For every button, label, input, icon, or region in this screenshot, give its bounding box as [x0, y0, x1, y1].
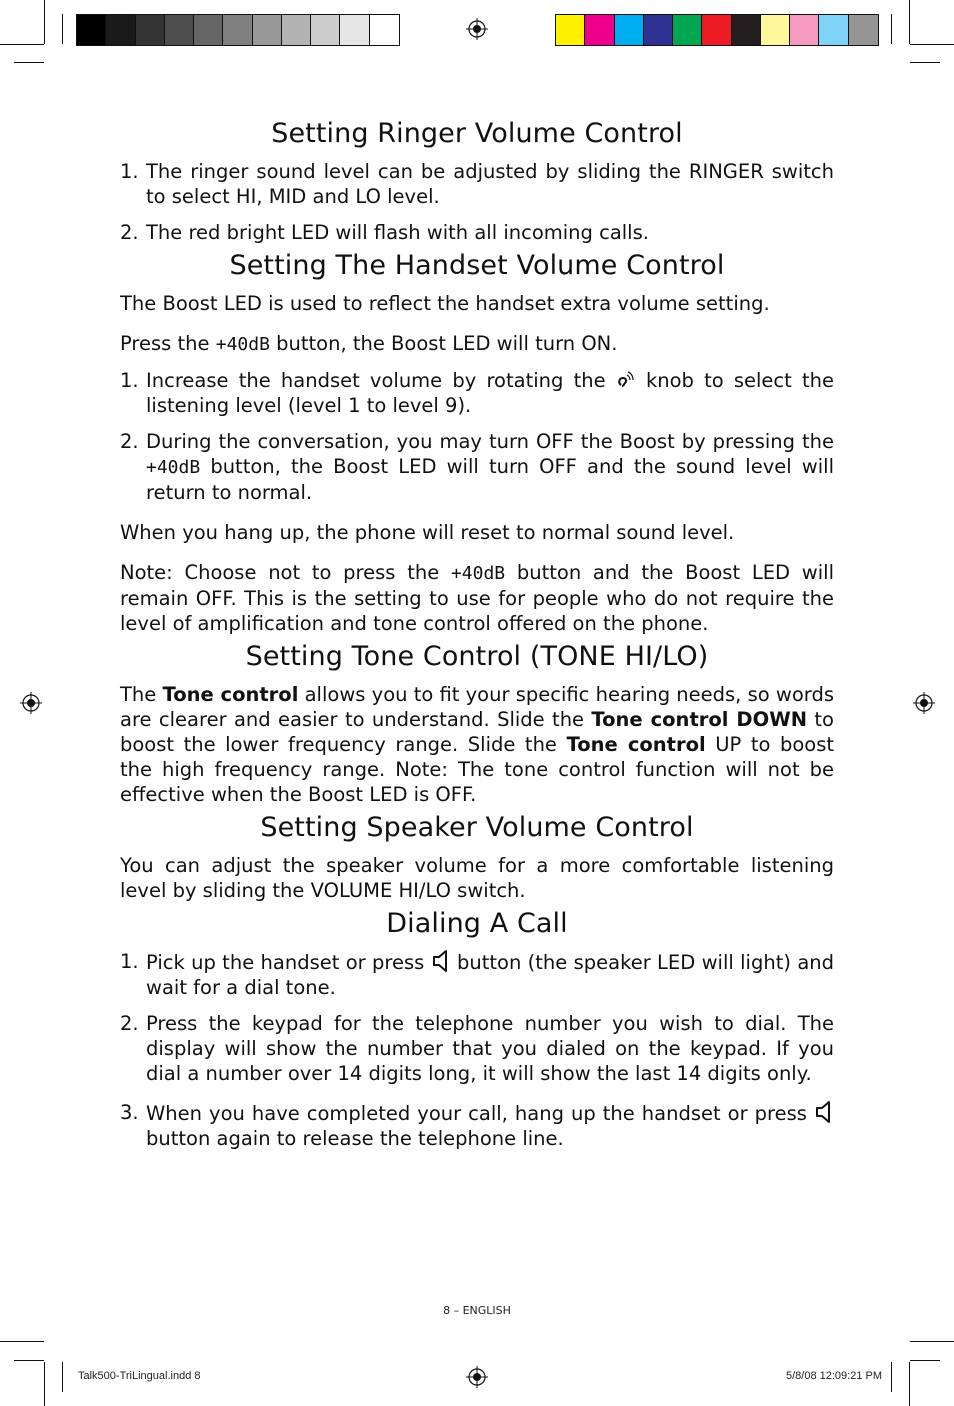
text-run: button, the Boost LED will turn OFF and the sound level will return to normal. [146, 455, 834, 504]
handset-step-1 [120, 368, 834, 418]
text-run: UP to boost the high frequency range. Note: The tone control function will not be effective when the Boost LED is OFF. [120, 733, 834, 806]
color-swatch [615, 15, 644, 45]
tone-section-title: Setting Tone Control (TONE HI/LO) [245, 641, 709, 672]
step-text: The red bright LED will flash with all incoming calls. [146, 221, 649, 244]
color-swatch [585, 15, 614, 45]
handset-section-title: Setting The Handset Volume Control [229, 250, 725, 281]
color-swatch [673, 15, 702, 45]
indd-file-slug: Talk500-TriLingual.indd 8 [78, 1370, 201, 1382]
print-timestamp: 5/8/08 12:09:21 PM [785, 1370, 882, 1382]
speaker-section-title: Setting Speaker Volume Control [260, 812, 694, 843]
color-swatch [106, 15, 135, 45]
text-run: button and the Boost LED will remain OFF. This is the setting to use for people who do not require the level of amplification and tone control offered on the phone. [120, 561, 834, 635]
color-swatch [77, 15, 106, 45]
boost-note [120, 560, 834, 636]
dialing-step-1 [120, 949, 834, 1000]
step-number: 2. [120, 1012, 139, 1035]
color-swatch [370, 15, 399, 45]
ringer-step-1 [120, 159, 834, 209]
step-number: 1. [120, 160, 139, 183]
step-number: 3. [120, 1101, 139, 1124]
tone-control-term: Tone control [566, 733, 706, 756]
step-number: 2. [120, 221, 139, 244]
tone-control-term: Tone control [162, 683, 299, 706]
text-run: Press the [120, 332, 216, 355]
dialing-section-title: Dialing A Call [386, 908, 568, 939]
process-color-bar [555, 14, 879, 46]
step-number: 1. [120, 950, 139, 973]
registration-mark-icon [20, 692, 42, 714]
dialing-step-2 [120, 1011, 834, 1086]
text-run: knob to select the listening level (level 1 to level 9). [146, 369, 834, 417]
handset-step-2 [120, 429, 834, 505]
color-swatch [165, 15, 194, 45]
color-swatch [702, 15, 731, 45]
tone-control-down-term: Tone control DOWN [591, 708, 808, 731]
text-run: Increase the handset volume by rotating the [146, 369, 616, 392]
boost-button-label: +40dB [215, 334, 270, 355]
step-text: The ringer sound level can be adjusted by sliding the RINGER switch to select HI, MID and LO level. [146, 160, 834, 208]
manual-content [120, 116, 834, 1151]
color-swatch [340, 15, 369, 45]
color-swatch [644, 15, 673, 45]
grayscale-color-bar [76, 14, 400, 46]
boost-button-label: +40dB [450, 563, 506, 584]
registration-mark-icon [466, 1366, 488, 1388]
text-run: allows you to fit your specific hearing needs, so words are clearer and easier to understand. Slide the [120, 683, 834, 731]
color-swatch [556, 15, 585, 45]
speaker-volume-description: You can adjust the speaker volume for a more comfortable listening level by sliding the VOLUME HI/LO switch. [120, 854, 834, 902]
text-run: Note: Choose not to press the [120, 561, 451, 584]
ringer-step-2 [120, 220, 834, 245]
hang-up-reset-text: When you hang up, the phone will reset to normal sound level. [120, 521, 735, 544]
color-swatch [282, 15, 311, 45]
registration-mark-icon [913, 692, 935, 714]
step-number: 2. [120, 430, 139, 453]
color-swatch [761, 15, 790, 45]
text-run: button (the speaker LED will light) and wait for a dial tone. [146, 951, 834, 999]
text-run: When you have completed your call, hang up the handset or press [146, 1102, 814, 1125]
color-swatch [223, 15, 252, 45]
boost-press-instruction [120, 331, 834, 357]
text-run: to boost the lower frequency range. Slide the [120, 708, 834, 756]
color-swatch [790, 15, 819, 45]
color-swatch [136, 15, 165, 45]
registration-mark-icon [466, 18, 488, 40]
page-number-footer: 8 – ENGLISH [443, 1304, 511, 1317]
text-run: button again to release the telephone line. [146, 1127, 564, 1150]
text-run: The [120, 683, 163, 706]
color-swatch [732, 15, 761, 45]
tone-control-description [120, 682, 834, 807]
color-swatch [311, 15, 340, 45]
step-number: 1. [120, 369, 139, 392]
speakerphone-icon [431, 949, 451, 973]
text-run: During the conversation, you may turn OFF the Boost by pressing the [146, 430, 834, 453]
color-swatch [849, 15, 878, 45]
ringer-section-title: Setting Ringer Volume Control [271, 118, 683, 149]
color-swatch [194, 15, 223, 45]
dialing-step-3 [120, 1100, 834, 1151]
step-text: Press the keypad for the telephone number you wish to dial. The display will show the number that you dialed on the keypad. If you dial a number over 14 digits long, it will show the last 14 digits only. [146, 1012, 834, 1085]
boost-led-description: The Boost LED is used to reflect the handset extra volume setting. [120, 292, 770, 315]
color-swatch [253, 15, 282, 45]
text-run: Pick up the handset or press [146, 951, 431, 974]
color-swatch [819, 15, 848, 45]
ear-volume-icon [616, 369, 636, 391]
boost-button-label: +40dB [146, 457, 201, 478]
text-run: button, the Boost LED will turn ON. [269, 332, 618, 355]
speakerphone-icon [814, 1100, 834, 1124]
